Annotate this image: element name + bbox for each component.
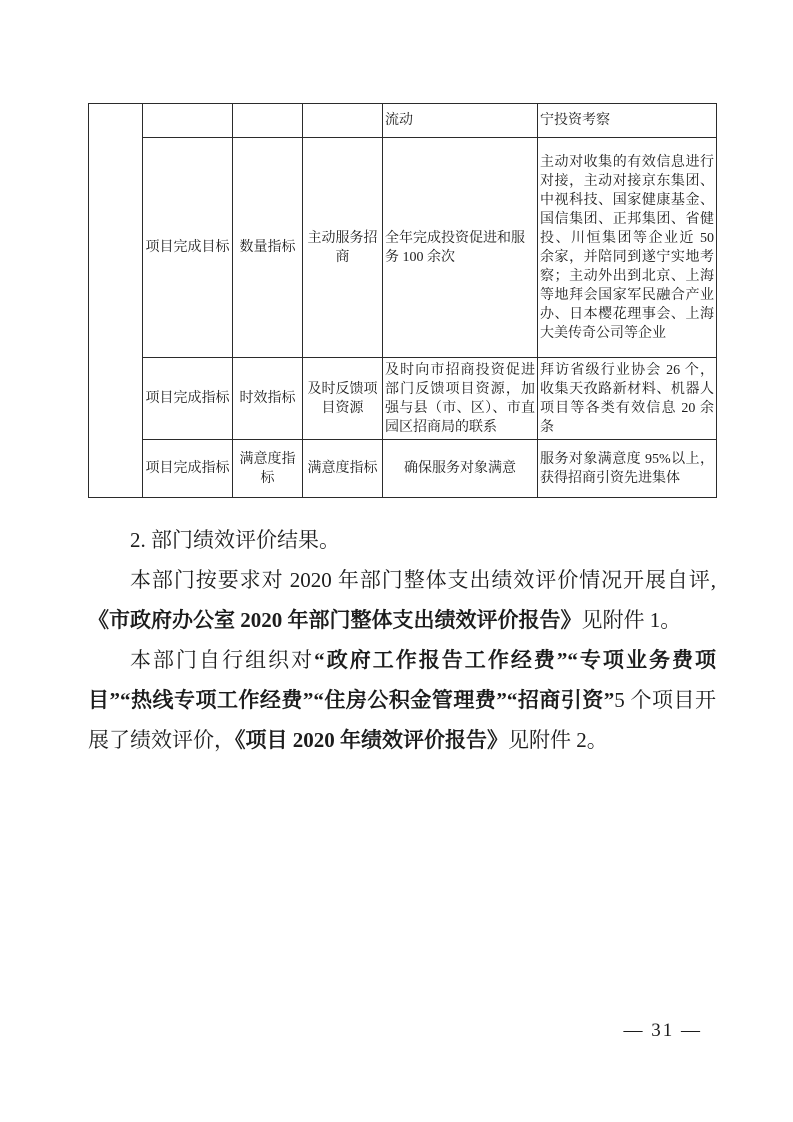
body-text [88,520,716,760]
table-cell [143,104,233,138]
page-number [624,1020,703,1042]
performance-indicator-table [88,103,717,498]
text-segment: 本部门自行组织对 [130,648,315,672]
table-cell-indicator-level: 项目完成目标 [143,138,233,358]
table-cell-target-value: 全年完成投资促进和服务 100 余次 [383,138,538,358]
report-title-bold: 《市政府办公室 2020 年部门整体支出绩效评价报告》 [88,608,582,632]
text-segment: 见附件 2。 [508,728,608,752]
page-number-text: — 31 — [623,1020,702,1041]
table-cell [233,104,303,138]
project-names-bold: “政府工作报告工作经费”“专项业务费项目”“热线专项工作经费”“住房公积金管理费”“招商引资” [88,648,717,712]
table-row-timeliness-indicator [89,358,717,440]
text-segment: 本部门按要求对 2020 年部门整体支出绩效评价情况开展自评, [130,568,716,592]
table-cell-indicator-level: 项目完成指标 [143,358,233,440]
table-cell-indicator-name: 及时反馈项目资源 [303,358,383,440]
table-row-satisfaction-indicator [89,440,717,498]
table-cell-target-value: 确保服务对象满意 [383,440,538,498]
section-heading [88,520,716,560]
table-cell-indicator-name: 满意度指标 [303,440,383,498]
table-cell-indicator-level: 项目完成指标 [143,440,233,498]
table-cell-indicator-name: 主动服务招商 [303,138,383,358]
table-cell-result-cont: 宁投资考察 [538,104,717,138]
section-heading-text: 2. 部门绩效评价结果。 [130,528,340,552]
table-row-quantity-indicator [89,138,717,358]
report-title-bold: 《项目 2020 年绩效评价报告》 [235,728,508,752]
table-cell-indicator-type: 数量指标 [233,138,303,358]
table-cell-indicator-type: 满意度指标 [233,440,303,498]
table-cell-measure-cont: 流动 [383,104,538,138]
table-row-continuation [89,104,717,138]
table-cell [303,104,383,138]
paragraph-project-evaluation [88,640,716,760]
table-cell-completion-result: 拜访省级行业协会 26 个，收集天孜路新材料、机器人项目等各类有效信息 20 余条 [538,358,717,440]
table-cell-indicator-type: 时效指标 [233,358,303,440]
text-segment: 见附件 1。 [581,608,682,632]
table-cell-merged-left [89,104,143,498]
text-segment: 5 个项目开展了绩效评价， [88,688,717,752]
table-cell-completion-result: 服务对象满意度 95%以上，获得招商引资先进集体 [538,440,717,498]
table-cell-target-value: 及时向市招商投资促进部门反馈项目资源，加强与县（市、区）、市直园区招商局的联系 [383,358,538,440]
table-cell-completion-result: 主动对收集的有效信息进行对接，主动对接京东集团、中视科技、国家健康基金、国信集团、正邦集团、省健投、川恒集团等企业近 50 余家，并陪同到遂宁实地考察；主动外出到北京、上海等地拜会国家军民融合产业办、日本樱花理事会、上海大美传奇公司等企业 [538,138,717,358]
paragraph-self-evaluation [88,560,716,640]
